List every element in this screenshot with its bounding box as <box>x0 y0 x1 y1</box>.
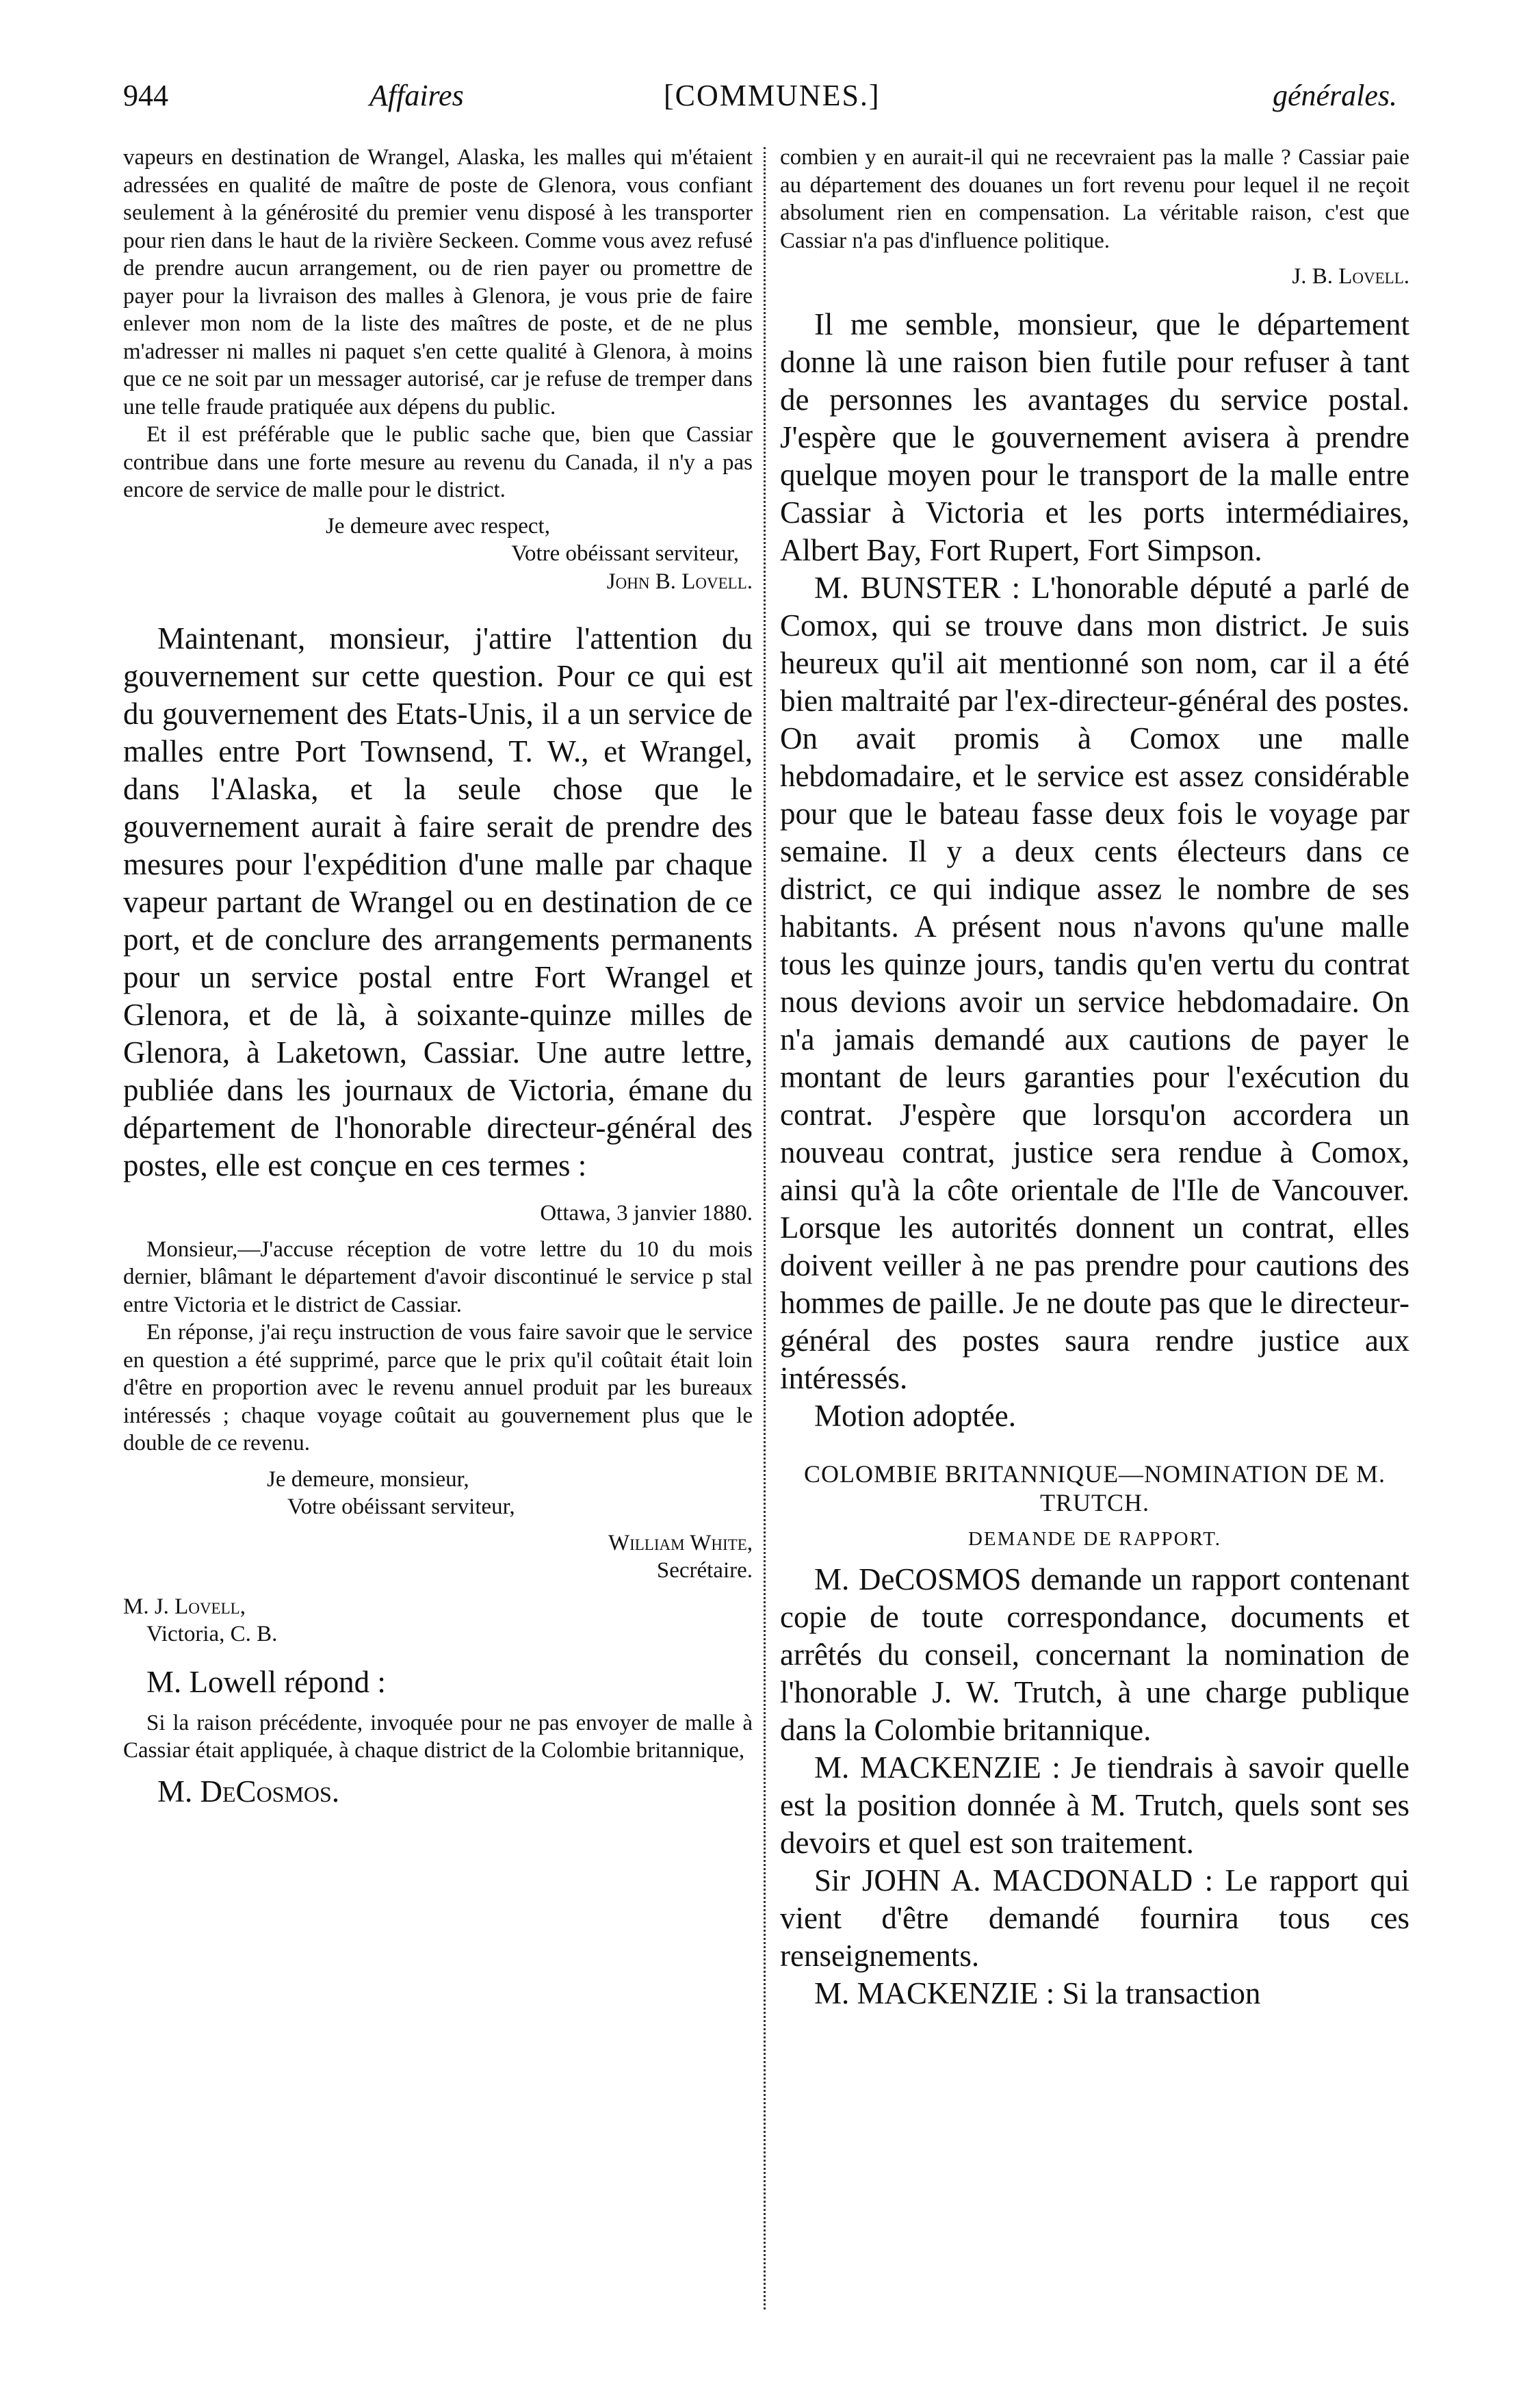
lowell-intro: M. Lowell répond : <box>146 1664 386 1699</box>
section-subheading: DEMANDE DE RAPPORT. <box>967 1527 1222 1550</box>
letter2-dateline: Ottawa, 3 janvier 1880. <box>540 1201 753 1226</box>
header-center-title: [COMMUNES.] <box>664 79 881 112</box>
motion-adopted: Motion adoptée. <box>814 1398 1016 1433</box>
bunster-speech: M. BUNSTER : L'honorable député a parlé de Comox, qui se trouve dans mon district. Je suis heureux qu'il ait mentionné son nom, car il a été bien maltraité par l'ex-directeur-général des postes. On avait promis à Comox une malle hebdomadaire, et le service est assez considérable pour que le bateau fasse deux fois le voyage par semaine. Il y a deux cents électeurs dans ce district, ce qui indique assez le nombre de ses habitants. A présent nous n'avons qu'une malle tous les quinze jours, tandis qu'en vertu du contrat nous devions avoir un service hebdomadaire. On n'a jamais demandé aux cautions de payer le montant de leurs garanties pour l'exécution du contrat. J'espère que lorsqu'on accordera un nouveau contrat, justice sera rendue à Comox, ainsi qu'à la côte orientale de l'Ile de Vancouver. Lorsque les autorités donnent un contrat, elles doivent veiller à ne pas prendre pour cautions des hommes de paille. Je ne doute pas que le directeur-général des postes saura rendre justice aux intéressés. <box>780 570 1409 1395</box>
letter2-closing-2: Votre obéissant serviteur, <box>287 1494 515 1519</box>
header-left-title: Affaires <box>369 79 464 112</box>
column-divider <box>764 147 766 2309</box>
mackenzie-followup: M. MACKENZIE : Si la transaction <box>814 1976 1261 2010</box>
decosmos-speech: Il me semble, monsieur, que le département donne là une raison bien futile pour refuser à tant de personnes les avantages du service postal. J'espère que le gouvernement avisera à prendre quelque moyen pour le transport de la malle entre Cassiar à Victoria et les ports intermédiaires, Albert Bay, Fort Rupert, Fort Simpson. <box>780 307 1409 567</box>
letter1-signature: John B. Lovell. <box>606 569 753 594</box>
page-header <box>123 68 1397 123</box>
decosmos-name: M. DeCosmos. <box>157 1774 340 1809</box>
lowell-reply-signature: J. B. Lovell. <box>1292 264 1409 289</box>
left-column <box>123 144 753 2326</box>
letter1-closing-2: Votre obéissant serviteur, <box>511 541 739 566</box>
mackenzie-question: M. MACKENZIE : Je tiendrais à savoir quelle est la position donnée à M. Trutch, quels sont ses devoirs et quel est son traitement. <box>780 1750 1409 1860</box>
letter2-paragraph-2: En réponse, j'ai reçu instruction de vous faire savoir que le service en question a été supprimé, parce que le prix qu'il coûtait était loin d'être en proportion avec le revenu annuel produit par les bureaux intéressés ; chaque voyage coûtait au gouvernement plus que le double de ce revenu. <box>123 1320 753 1455</box>
macdonald-answer: Sir JOHN A. MACDONALD : Le rapport qui vient d'être demandé fournira tous ces renseignements. <box>780 1863 1409 1973</box>
section-heading: COLOMBIE BRITANNIQUE—NOMINATION DE M. TRUTCH. <box>803 1460 1386 1516</box>
letter1-postscript: Et il est préférable que le public sache que, bien que Cassiar contribue dans une forte mesure au revenu du Canada, il n'y a pas encore de service de malle pour le district. <box>123 422 753 502</box>
letter2-closing: Je demeure, monsieur, <box>267 1466 469 1492</box>
letter1-body: vapeurs en destination de Wrangel, Alaska, les malles qui m'étaient adressées en qualité de maître de poste de Glenora, vous confiant seulement à la générosité du premier venu disposé à les transporter pour rien dans le haut de la rivière Seckeen. Comme vous avez refusé de prendre aucun arrangement, ou de rien payer ou promettre de payer pour la livraison des malles à Glenora, je vous prie de faire enlever mon nom de la liste des maîtres de poste, et de ne plus m'adresser ni malles ni paquet s'en cette qualité à Glenora, à moins que ce ne soit par un messager autorisé, car je refuse de tremper dans une telle fraude pratiquée aux dépens du public. <box>123 145 753 419</box>
lowell-reply-continued: combien y en aurait-il qui ne recevraient pas la malle ? Cassiar paie au département des douanes un fort revenu pour lequel il ne reçoit absolument rien en compensation. La véritable raison, c'est que Cassiar n'a pas d'influence politique. <box>780 145 1409 253</box>
speech-lovell-context: Maintenant, monsieur, j'attire l'attention du gouvernement sur cette question. Pour ce qui est du gouvernement des Etats-Unis, il a un service de malles entre Port Townsend, T. W., et Wrangel, dans l'Alaska, et la seule chose que le gouvernement aurait à faire serait de prendre des mesures pour l'expédition d'une malle par chaque vapeur partant de Wrangel ou en destination de ce port, et de conclure des arrangements permanents pour un service postal entre Fort Wrangel et Glenora, et de là, à soixante-quinze milles de Glenora, à Laketown, Cassiar. Une autre lettre, publiée dans les journaux de Victoria, émane du département de l'honorable directeur-général des postes, elle est conçue en ces termes : <box>123 621 753 1182</box>
letter2-signature: William White, <box>608 1530 753 1555</box>
letter2-paragraph-1: Monsieur,—J'accuse réception de votre lettre du 10 du mois dernier, blâmant le département d'avoir discontinué le service p stal entre Victoria et le district de Cassiar. <box>123 1237 753 1317</box>
letter1-closing: Je demeure avec respect, <box>326 513 550 539</box>
decosmos-motion: M. DeCOSMOS demande un rapport contenant copie de toute correspondance, documents et arrêtés du conseil, concernant la nomination de l'honorable J. W. Trutch, à une charge publique dans la Colombie britannique. <box>780 1562 1409 1747</box>
right-column <box>780 144 1409 2326</box>
page-number: 944 <box>123 79 168 112</box>
letter2-addressee-place: Victoria, C. B. <box>146 1622 278 1646</box>
lowell-reply: Si la raison précédente, invoquée pour ne pas envoyer de malle à Cassiar était appliquée, à chaque district de la Colombie britannique, <box>123 1710 753 1763</box>
header-right-title: générales. <box>1272 79 1397 112</box>
letter2-addressee: M. J. Lovell, <box>123 1594 246 1619</box>
letter2-signature-title: Secrétaire. <box>656 1558 753 1583</box>
